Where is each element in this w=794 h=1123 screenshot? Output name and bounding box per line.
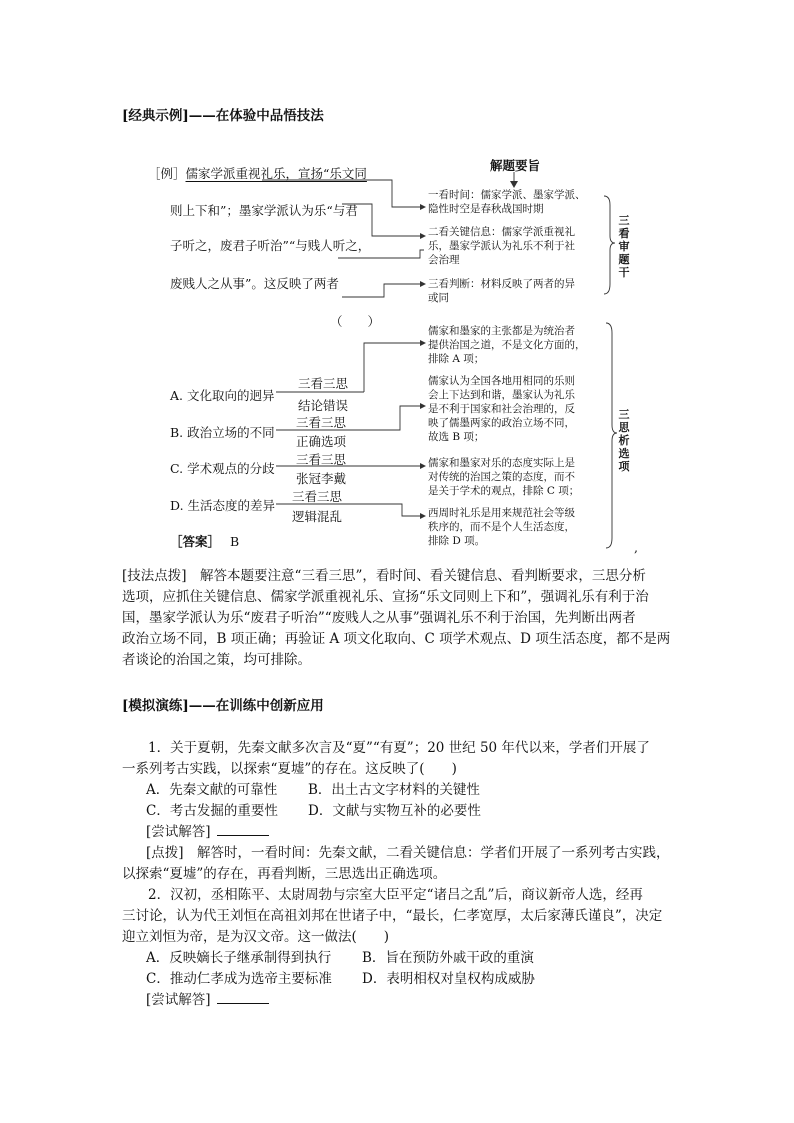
example-line-3: 子听之，废君子听治”“与贱人听之，	[170, 238, 371, 253]
arrow-look-4	[420, 281, 426, 287]
q2-try-row	[122, 990, 678, 1011]
tip-line-3: 国，墨家学派认为乐“废君子听治”“废贱人之从事”强调礼乐不利于治国，先判断出两者	[122, 610, 636, 626]
q1-hint-line-2: 以探索“夏墟”的存在，再看判断，三思选出正确选项。	[122, 866, 447, 882]
example-text-1: 儒家学派重视礼乐，宣扬“乐文同	[185, 166, 367, 181]
q2-stem-line-3: 迎立刘恒为帝，是为汉文帝。这一做法( )	[122, 929, 390, 945]
q2-option-d: D．表明相权对皇权构成威胁	[362, 971, 535, 987]
option-c: C. 学术观点的分歧	[170, 461, 275, 476]
q2-option-c: C．推动仁孝成为选帝主要标准	[146, 971, 332, 987]
three-look-3-line-2: 或同	[428, 292, 449, 304]
three-think-item-c	[428, 456, 579, 498]
three-think-d-line-2: 秩序的，而不是个人生活态度，	[428, 521, 575, 533]
three-think-c-line-3: 是关于学术的观点，排除 C 项；	[428, 485, 580, 497]
three-think-item-a	[428, 324, 586, 366]
option-d-tag-bottom: 逻辑混乱	[292, 509, 343, 524]
option-c-tag-bottom: 张冠李戴	[296, 471, 347, 486]
q1-answer-blank[interactable]	[217, 823, 269, 836]
three-think-b-line-1: 儒家认为全国各地用相同的乐则	[428, 375, 575, 387]
three-think-d-line-3: 排除 D 项。	[428, 535, 486, 547]
option-a-tag-bottom: 结论错误	[298, 398, 349, 413]
heading-arrow-head	[510, 181, 518, 188]
three-think-a-line-3: 排除 A 项；	[428, 353, 485, 365]
tip-line-5: 者谈论的治国之策，均可排除。	[122, 652, 311, 668]
q2-options-row-2	[122, 969, 678, 990]
three-look-label: 三看审题干	[618, 214, 630, 279]
q1-try-label: [尝试解答]	[146, 824, 211, 840]
trailing-comma: ,	[634, 540, 638, 555]
q2-stem-line-2: 三讨论，认为代王刘恒在高祖刘邦在世诸子中，“最长，仁孝宽厚，太后家薄氏谨良”，决定	[122, 908, 663, 924]
three-look-2-line-2: 乐，墨家学派认为礼乐不利于社	[428, 240, 575, 252]
three-think-item-b	[428, 374, 575, 444]
section-title-classic-example: [经典示例]——在体验中品悟技法	[122, 108, 324, 124]
example-prefix: ［例］	[148, 166, 186, 181]
three-think-b-line-4: 映了儒墨两家的政治立场不同，	[428, 417, 575, 429]
three-think-c-line-1: 儒家和墨家对乐的态度实际上是	[428, 457, 575, 469]
q1-options-row-2	[122, 801, 678, 822]
question-2	[122, 885, 678, 1011]
q2-try-label: [尝试解答]	[146, 992, 211, 1008]
three-look-1-line-2: 隐性时空是春秋战国时期	[428, 203, 544, 215]
arrow-think-a	[420, 340, 426, 346]
q1-hint-text-1: 解答时，一看时间：先秦文献，二看关键信息：学者们开展了一系列考古实践，	[197, 845, 670, 861]
question-1	[122, 738, 678, 885]
three-think-a-line-2: 提供治国之道，不是文化方面的，	[428, 339, 586, 351]
q1-hint-line-1	[122, 843, 678, 864]
option-d-tag-top: 三看三思	[292, 489, 343, 504]
example-line-2: 则上下和”；墨家学派认为乐“与君	[170, 203, 358, 218]
answer-label: ［答案］	[170, 534, 221, 549]
three-look-item-3	[428, 277, 575, 305]
example-line-1	[148, 164, 367, 182]
example-line-4: 废贱人之从事”。这反映了两者	[170, 276, 339, 291]
q2-option-a: A．反映嫡长子继承制得到执行	[146, 950, 332, 966]
q2-answer-blank[interactable]	[217, 991, 269, 1004]
tip-line-2: 选项，应抓住关键信息、儒家学派重视礼乐、宣扬“乐文同则上下和”，强调礼乐有利于治	[122, 589, 649, 605]
q1-options-row-1	[122, 780, 678, 801]
connector-look-4	[342, 284, 424, 297]
three-look-item-1	[428, 188, 586, 216]
analysis-heading: 解题要旨	[490, 158, 541, 173]
option-a-tag-top: 三看三思	[298, 376, 349, 391]
q1-stem-line-2: 一系列考古实践，以探索“夏墟”的存在。这反映了( )	[122, 761, 457, 777]
q1-hint-label: [点拨]	[146, 845, 184, 861]
option-d: D. 生活态度的差异	[170, 498, 276, 513]
option-b-tag-bottom: 正确选项	[296, 434, 347, 449]
connector-think-d	[364, 504, 424, 516]
three-look-1-line-1: 一看时间：儒家学派、墨家学派、	[428, 189, 586, 201]
q1-stem-line-1: 1．关于夏朝，先秦文献多次言及“夏”“有夏”；20 世纪 50 年代以来，学者们开展了	[148, 740, 650, 756]
three-look-bracket	[604, 196, 615, 294]
example-answer-paren: （ ）	[330, 314, 381, 329]
tip-paragraph	[122, 566, 678, 671]
three-think-b-line-5: 故选 B 项；	[428, 431, 485, 443]
three-think-d-line-1: 西周时礼乐是用来规范社会等级	[428, 507, 575, 519]
q1-option-a: A．先秦文献的可靠性	[146, 782, 278, 798]
arrow-look-2	[420, 233, 426, 239]
option-c-tag-top: 三看三思	[296, 452, 347, 467]
tip-label: [技法点拨]	[122, 568, 187, 584]
connector-think-a	[364, 343, 424, 392]
q1-try-row	[122, 822, 678, 843]
q2-options-row-1	[122, 948, 678, 969]
option-a: A. 文化取向的迥异	[170, 388, 275, 403]
tip-line-1: 解答本题要注意“三看三思”，看时间、看关键信息、看判断要求，三思分析	[200, 568, 646, 584]
three-look-3-line-1: 三看判断：材料反映了两者的异	[428, 278, 575, 290]
q1-option-c: C．考古发掘的重要性	[146, 803, 278, 819]
q2-stem-line-1: 2．汉初，丞相陈平、太尉周勃与宗室大臣平定“诸吕之乱”后，商议新帝人选，经再	[148, 887, 643, 903]
section-title-simulation: [模拟演练]——在训练中创新应用	[122, 698, 324, 714]
option-b-tag-top: 三看三思	[296, 415, 347, 430]
arrow-think-b	[420, 403, 426, 409]
three-think-c-line-2: 对传统的治国之策的态度，而不	[428, 471, 575, 483]
arrow-think-d	[420, 513, 426, 519]
tip-line-4: 政治立场不同，B 项正确；再验证 A 项文化取向、C 项学术观点、D 项生活态度，都不是两	[122, 631, 671, 647]
q1-option-b: B．出土古文字材料的关键性	[308, 782, 480, 798]
answer-line	[170, 532, 239, 550]
three-think-bracket	[606, 323, 617, 548]
three-look-item-2	[428, 225, 575, 267]
q2-option-b: B．旨在预防外戚干政的重演	[362, 950, 534, 966]
three-think-a-line-1: 儒家和墨家的主张都是为统治者	[428, 325, 575, 337]
q1-option-d: D．文献与实物互补的必要性	[308, 803, 481, 819]
arrow-look-1	[420, 204, 426, 210]
three-think-item-d	[428, 506, 575, 548]
three-think-b-line-2: 会上下达到和谐，墨家认为礼乐	[428, 389, 575, 401]
connector-think-b	[364, 406, 424, 430]
three-look-2-line-1: 二看关键信息：儒家学派重视礼	[428, 226, 575, 238]
three-think-b-line-3: 是不利于国家和社会治理的，反	[428, 403, 575, 415]
three-think-label: 三思析选项	[618, 408, 630, 473]
arrow-think-c	[420, 463, 426, 469]
three-look-2-line-3: 会治理	[428, 254, 460, 266]
answer-value: B	[230, 534, 240, 549]
option-b: B. 政治立场的不同	[170, 425, 275, 440]
